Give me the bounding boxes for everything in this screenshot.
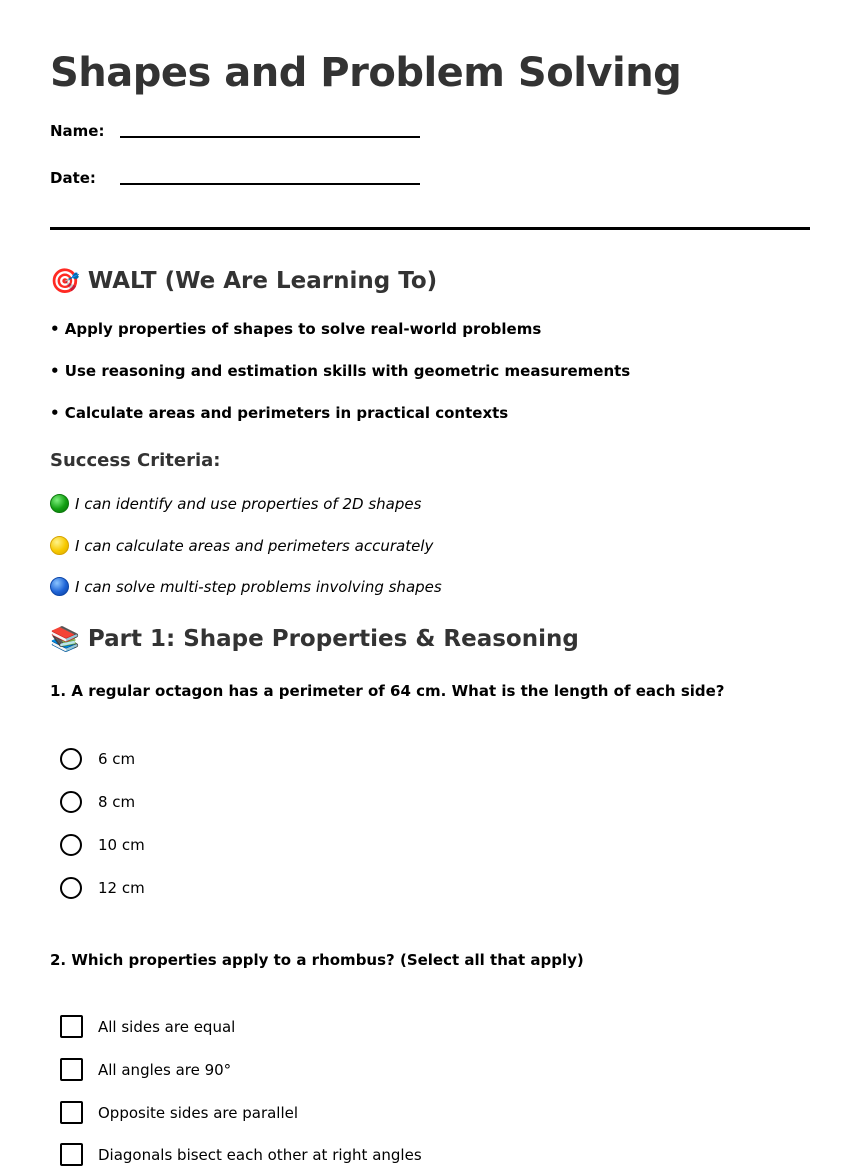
option-label: Diagonals bisect each other at right angles: [98, 1145, 422, 1164]
criteria-text: I can identify and use properties of 2D shapes: [75, 494, 422, 513]
option-label: All sides are equal: [98, 1017, 236, 1036]
yellow-circle-icon: [50, 536, 69, 555]
radio-button[interactable]: [60, 877, 82, 899]
q2-option-a[interactable]: [60, 1015, 235, 1038]
checkbox[interactable]: [60, 1058, 83, 1081]
radio-button[interactable]: [60, 748, 82, 770]
blue-circle-icon: [50, 577, 69, 596]
q2-option-d[interactable]: [60, 1143, 422, 1166]
option-label: Opposite sides are parallel: [98, 1103, 299, 1122]
option-label: All angles are 90°: [98, 1060, 232, 1079]
date-input-line[interactable]: [120, 183, 420, 185]
question-1-text: 1. A regular octagon has a perimeter of 64 cm. What is the length of each side?: [50, 682, 725, 700]
radio-button[interactable]: [60, 791, 82, 813]
q1-option-d[interactable]: [60, 877, 145, 899]
q1-option-a[interactable]: [60, 748, 135, 770]
option-label: 6 cm: [98, 750, 136, 768]
walt-heading-text: WALT (We Are Learning To): [87, 268, 438, 294]
q2-option-c[interactable]: [60, 1101, 298, 1124]
criteria-text: I can calculate areas and perimeters accurately: [75, 536, 434, 555]
checkbox[interactable]: [60, 1101, 83, 1124]
criteria-text: I can solve multi-step problems involving shapes: [75, 577, 442, 596]
header-divider: [50, 227, 810, 230]
walt-heading: [50, 267, 437, 295]
target-icon: 🎯: [50, 267, 80, 295]
criteria-item: [50, 536, 433, 555]
part1-heading: [50, 625, 579, 653]
criteria-item: [50, 577, 442, 596]
walt-item: • Apply properties of shapes to solve real-world problems: [50, 320, 542, 338]
part1-heading-text: Part 1: Shape Properties & Reasoning: [87, 626, 579, 652]
walt-item: • Calculate areas and perimeters in practical contexts: [50, 404, 509, 422]
green-circle-icon: [50, 494, 69, 513]
name-field: [50, 122, 104, 140]
success-criteria-heading: Success Criteria:: [50, 450, 221, 471]
name-label: Name:: [50, 122, 105, 140]
option-label: 8 cm: [98, 793, 136, 811]
page-title: Shapes and Problem Solving: [50, 50, 682, 96]
checkbox[interactable]: [60, 1143, 83, 1166]
walt-item: • Use reasoning and estimation skills with geometric measurements: [50, 362, 631, 380]
date-label: Date:: [50, 169, 96, 187]
option-label: 12 cm: [98, 879, 145, 897]
q1-option-b[interactable]: [60, 791, 135, 813]
q1-option-c[interactable]: [60, 834, 145, 856]
books-icon: 📚: [50, 625, 80, 653]
criteria-item: [50, 494, 421, 513]
q2-option-b[interactable]: [60, 1058, 231, 1081]
checkbox[interactable]: [60, 1015, 83, 1038]
radio-button[interactable]: [60, 834, 82, 856]
question-2-text: 2. Which properties apply to a rhombus? (Select all that apply): [50, 951, 584, 969]
option-label: 10 cm: [98, 836, 145, 854]
name-input-line[interactable]: [120, 136, 420, 138]
date-field: [50, 169, 96, 187]
